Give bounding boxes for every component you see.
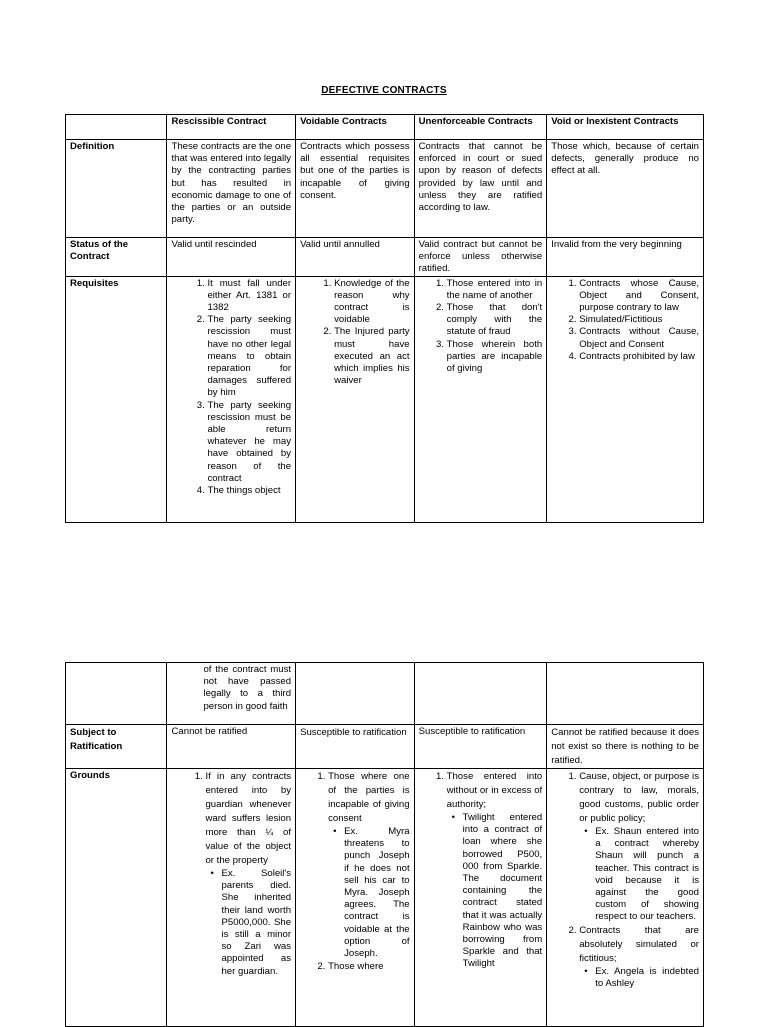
grounds-item-text: Those entered into without or in excess of authority; <box>446 771 543 810</box>
list-item: 2. The party seeking rescission must have no other legal means to obtain reparation for damages suffered by him <box>207 314 291 399</box>
blank-cell <box>66 663 167 725</box>
list-item <box>205 770 291 978</box>
list-item: 4. Contracts prohibited by law <box>579 351 699 363</box>
example-item: • Ex. Angela is indebted to Ashley <box>595 966 699 990</box>
list-item: 4. The things object <box>207 485 291 497</box>
row-label-requisites: Requisites <box>66 276 167 522</box>
grounds-item-text: If in any contracts entered into by guardian whenever ward suffers lesion more than ¼ of value of the object or the property <box>205 771 292 866</box>
defective-contracts-table <box>65 114 704 523</box>
table-row <box>66 140 704 238</box>
table-row <box>66 276 704 522</box>
header-row <box>66 115 704 140</box>
list-item: 2. Those that don't comply with the statute of fraud <box>447 302 543 339</box>
page-title: DEFECTIVE CONTRACTS <box>321 85 447 96</box>
status-voidable: Valid until annulled <box>296 238 415 277</box>
list-item: 3. The party seeking rescission must be able return whatever he may have obtained by reason of the contract <box>207 400 291 485</box>
ratification-void: Cannot be ratified because it does not exist so there is nothing to be ratified. <box>547 725 704 769</box>
grounds-unenforceable <box>414 769 547 1027</box>
ratification-voidable: Susceptible to ratification <box>296 725 415 769</box>
list-item <box>579 924 699 990</box>
requisites-rescissible-continued <box>167 663 296 725</box>
status-rescissible: Valid until rescinded <box>167 238 296 277</box>
row-label-status: Status of the Contract <box>66 238 167 277</box>
list-item: 2. Those where <box>328 960 410 974</box>
table-row <box>66 769 704 1027</box>
row-label-ratification: Subject to Ratification <box>66 725 167 769</box>
example-item: • Twilight entered into a contract of loan where she borrowed P500, 000 from Sparkle. The document containing the contract stated that it was actually Rainbow who was borrowing from Sparkle and that Twilight <box>463 812 543 971</box>
grounds-rescissible <box>167 769 296 1027</box>
list-item: 2. The Injured party must have executed an act which implies his waiver <box>334 326 410 387</box>
list-item: 3. Contracts without Cause, Object and Consent <box>579 326 699 350</box>
blank-cell <box>414 663 547 725</box>
list-item <box>579 770 699 924</box>
list-item: 1. Knowledge of the reason why contract is voidable <box>334 278 410 327</box>
grounds-void <box>547 769 704 1027</box>
defective-contracts-table-continued <box>65 662 704 1027</box>
table-row <box>66 238 704 277</box>
status-void: Invalid from the very beginning <box>547 238 704 277</box>
definition-voidable: Contracts which possess all essential requisites but one of the parties is incapable of giving consent. <box>296 140 415 238</box>
grounds-item-text: Cause, object, or purpose is contrary to law, morals, good customs, public order or public policy; <box>579 771 699 824</box>
row-label-definition: Definition <box>66 140 167 238</box>
list-item <box>328 770 410 960</box>
ratification-rescissible: Cannot be ratified <box>167 725 296 769</box>
definition-rescissible: These contracts are the one that was entered into legally by the contracting parties but has resulted in economic damage to one of the parties or an outside party. <box>167 140 296 238</box>
header-blank <box>66 115 167 140</box>
requisites-voidable <box>296 276 415 522</box>
header-void: Void or Inexistent Contracts <box>547 115 704 140</box>
requisites-rescissible <box>167 276 296 522</box>
list-item: 2. Simulated/Fictitious <box>579 314 699 326</box>
requisites-unenforceable <box>414 276 547 522</box>
list-item: 1. Those entered into in the name of another <box>447 278 543 302</box>
header-rescissible: Rescissible Contract <box>167 115 296 140</box>
status-unenforceable: Valid contract but cannot be enforce unless otherwise ratified. <box>414 238 547 277</box>
continuation-text: of the contract must not have passed legally to a third person in good faith <box>203 664 292 712</box>
ratification-unenforceable: Susceptible to ratification <box>414 725 547 769</box>
header-unenforceable: Unenforceable Contracts <box>414 115 547 140</box>
requisites-void <box>547 276 704 522</box>
table-row <box>66 725 704 769</box>
blank-cell <box>547 663 704 725</box>
grounds-item-text: Contracts that are absolutely simulated or fictitious; <box>579 924 699 964</box>
list-item: 3. Those wherein both parties are incapable of giving <box>447 339 543 376</box>
list-item: 1. It must fall under either Art. 1381 or 1382 <box>207 278 291 315</box>
definition-void: Those which, because of certain defects, generally produce no effect at all. <box>547 140 704 238</box>
blank-cell <box>296 663 415 725</box>
example-item: • Ex. Myra threatens to punch Joseph if he does not sell his car to Myra. Joseph agrees. The contract is voidable at the option of Joseph. <box>344 826 410 960</box>
grounds-voidable <box>296 769 415 1027</box>
list-item <box>447 770 543 971</box>
list-item: 1. Contracts whose Cause, Object and Consent, purpose contrary to law <box>579 278 699 315</box>
example-item: • Ex. Shaun entered into a contract whereby Shaun will punch a teacher. This contract is void because it is against the good custom of showing respect to our teachers. <box>595 826 699 924</box>
example-item: • Ex. Soleil's parents died. She inherited their land worth P5000,000. She is still a minor so Zari was appointed as her guardian. <box>221 868 291 978</box>
row-label-grounds: Grounds <box>66 769 167 1027</box>
table-row <box>66 663 704 725</box>
header-voidable: Voidable Contracts <box>296 115 415 140</box>
definition-unenforceable: Contracts that cannot be enforced in court or sued upon by reason of defects provided by law until and unless they are ratified according to law. <box>414 140 547 238</box>
grounds-item-text: Those where one of the parties is incapable of giving consent <box>328 771 410 824</box>
